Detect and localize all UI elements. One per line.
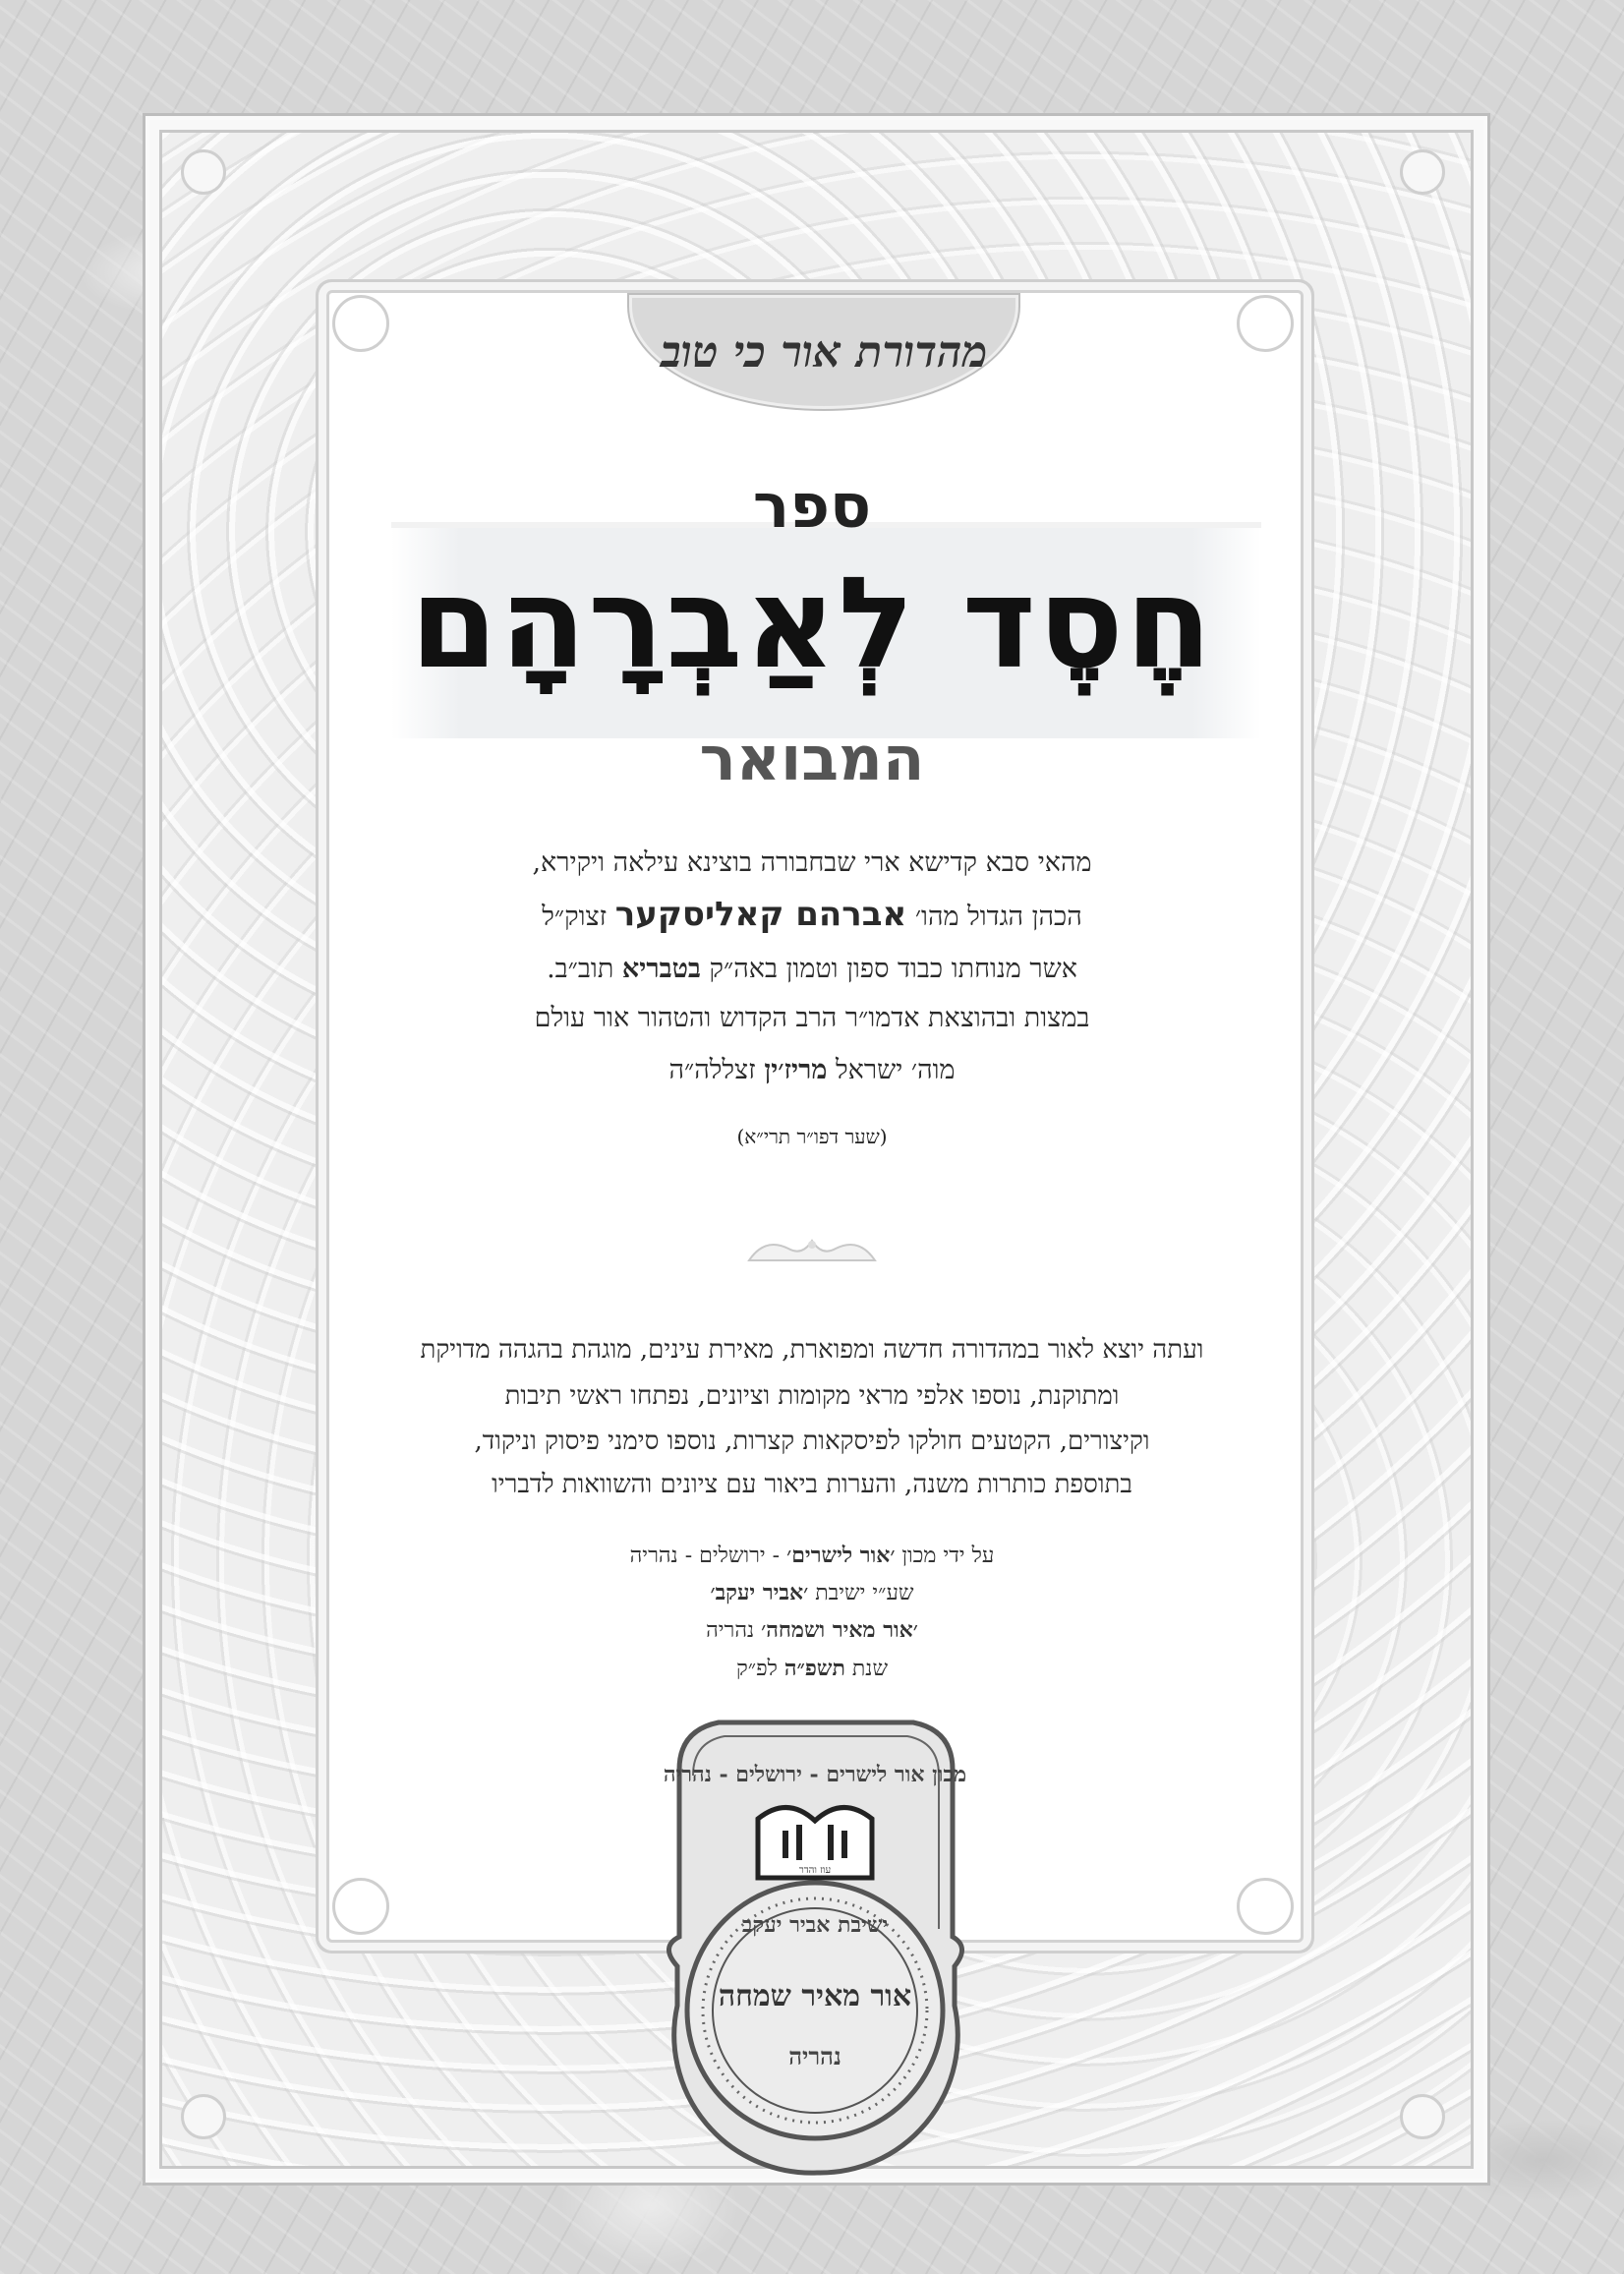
- rebbe-honorific: זצללה״ה: [668, 1055, 756, 1085]
- author-line-3: [0, 954, 1624, 984]
- seal-center-text: אור מאיר שמחה: [718, 1979, 912, 2013]
- title-suffix: המבואר: [699, 723, 925, 794]
- title-prefix: ספר: [752, 470, 872, 542]
- year-suffix: לפ״ק: [735, 1657, 778, 1681]
- description-line: ומתוקנת, נוספו אלפי מראי מקומות וציונים, נפתחו ראשי תיבות: [504, 1381, 1120, 1411]
- author-honorific: זצוק״ל: [542, 902, 608, 932]
- description-line: בתוספת כותרות משנה, והערות ביאור עם ציונים והשוואות לדבריו: [492, 1470, 1132, 1499]
- source-note: (שער דפו״ר תרי״א): [736, 1125, 888, 1148]
- yeshiva-name: ׳אביר יעקב׳: [710, 1580, 809, 1605]
- publication-year: תשפ״ה: [783, 1656, 845, 1681]
- panel-corner-ornament: [332, 295, 389, 352]
- seal-arc-text: מכון אור לישרים - ירושלים - נהריה: [663, 1762, 967, 1787]
- rebbe-prefix: מוה׳ ישראל: [835, 1055, 956, 1085]
- seal-ring-text: ישיבת אביר יעקב: [741, 1912, 889, 1938]
- year-prefix: שנת: [851, 1657, 889, 1681]
- credit-line-4: [0, 1656, 1624, 1681]
- book-title: חֶסֶד לְאַבְרָהָם: [410, 551, 1214, 697]
- institute-name: ׳אור לישרים׳: [786, 1543, 896, 1568]
- credit-location: נהריה: [706, 1618, 755, 1643]
- frame-corner-ornament: [181, 2094, 226, 2139]
- panel-corner-ornament: [332, 1878, 389, 1935]
- description-line: ועתה יוצא לאור במהדורה חדשה ומפוארת, מאירת עינים, מוגהת בהגהה מדויקת: [420, 1335, 1204, 1365]
- description-line: וקיצורים, הקטעים חולקו לפיסקאות קצרות, נוספו סימני פיסוק וניקוד,: [474, 1427, 1150, 1456]
- author-prefix: הכהן הגדול מהו׳: [914, 902, 1082, 932]
- panel-corner-ornament: [1237, 295, 1294, 352]
- frame-corner-ornament: [181, 149, 226, 195]
- author-name: אברהם קאליסקער: [614, 895, 907, 934]
- burial-suffix: תוב״ב.: [547, 954, 614, 984]
- author-line-5: [0, 1055, 1624, 1085]
- author-line-4: במצות ובהוצאת אדמו״ר הרב הקדוש והטהור אור עולם: [534, 1003, 1090, 1033]
- frame-corner-ornament: [1400, 2094, 1445, 2139]
- seal-bottom-text: נהריה: [788, 2042, 841, 2070]
- burial-place: בטבריא: [621, 954, 701, 984]
- credit-line-1: [0, 1543, 1624, 1568]
- rebbe-name: מריז׳ין: [764, 1055, 828, 1085]
- author-line-1: מהאי סבא קדישא ארי שבחבורה בוצינא עילאה ויקירא,: [532, 847, 1092, 878]
- burial-text: אשר מנוחתו כבוד ספון וטמון באה״ק: [709, 954, 1077, 984]
- flourish-ornament: [745, 1231, 879, 1264]
- credit-line-3: [0, 1617, 1624, 1643]
- frame-corner-ornament: [1400, 149, 1445, 195]
- author-line-2: [0, 895, 1624, 934]
- credit-text: שע״י ישיבת: [815, 1581, 914, 1605]
- edition-banner-text: מהדורת אור כי טוב: [660, 326, 988, 378]
- credit-text: על ידי מכון: [901, 1544, 995, 1568]
- credit-line-2: [0, 1580, 1624, 1605]
- panel-corner-ornament: [1237, 1878, 1294, 1935]
- seal-book-caption: עוז והדר: [798, 1865, 832, 1876]
- credit-locations: - ירושלים - נהריה: [629, 1544, 781, 1568]
- institution-name: ׳אור מאיר ושמחה׳: [761, 1617, 918, 1643]
- publisher-seal-logo: [660, 1711, 971, 2189]
